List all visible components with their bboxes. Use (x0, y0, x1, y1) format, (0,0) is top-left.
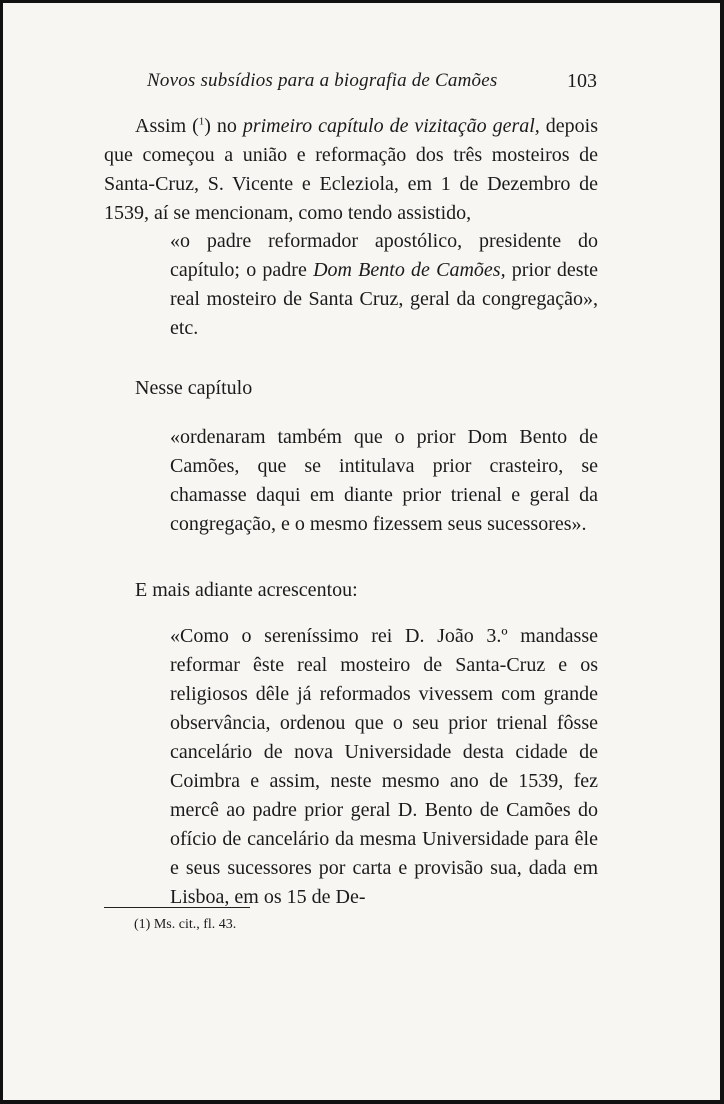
quote-2 (170, 423, 598, 539)
quote-3 (170, 622, 598, 912)
running-header (147, 70, 597, 92)
p1-text-b: ) no (204, 115, 243, 137)
footnote-divider (104, 907, 250, 908)
q1-text-b: prior deste real mosteiro de Santa Cruz, geral da congregação», etc. (170, 259, 598, 339)
p3-text: E mais adiante acrescentou: (135, 579, 358, 601)
q1-text-a: «o padre reformador apostólico, presidente do capítulo; o padre (170, 230, 598, 281)
q2-text: «ordenaram também que o prior Dom Bento de Camões, que se intitulava prior crasteiro, se chamasse daqui em diante prior trienal e geral da congregação, e o mesmo fizessem seus sucessores». (170, 426, 598, 535)
quote-1 (170, 227, 598, 343)
q3-text: «Como o sereníssimo rei D. João 3.º mandasse reformar êste real mosteiro de Santa-Cruz e os religiosos dêle já reformados vivessem com grande observância, ordenou que o seu prior trienal fôsse cancelário de nova Universidade desta cidade de Coimbra e assim, neste mesmo ano de 1539, fez mercê ao padre prior geral D. Bento de Camões do ofício de cancelário da mesma Universidade para êle e seus sucessores por carta e provisão sua, dada em Lisboa, em os 15 de De- (170, 625, 598, 908)
running-title: Novos subsídios para a biografia de Camões (147, 70, 498, 91)
q1-italic: Dom Bento de Camões, (313, 259, 506, 281)
footnote-text: Ms. cit., fl. 43. (150, 917, 237, 932)
footnote-ref: 1 (198, 115, 205, 128)
footnote (134, 915, 236, 935)
p1-text-c: depois que começou a união e reformação dos três mosteiros de Santa-Cruz, S. Vicente e Ecleziola, em 1 de Dezembro de 1539, aí se mencionam, como tendo assistido, (104, 115, 598, 224)
p1-italic: primeiro capítulo de vizitação geral, (242, 115, 540, 137)
paragraph-3 (135, 576, 595, 605)
p2-text: Nesse capítulo (135, 377, 253, 399)
footnote-marker: (1) (134, 917, 151, 932)
paragraph-1 (104, 112, 598, 228)
p1-text-a: Assim ( (135, 115, 199, 137)
page-number: 103 (567, 70, 597, 92)
paragraph-2 (135, 374, 595, 403)
